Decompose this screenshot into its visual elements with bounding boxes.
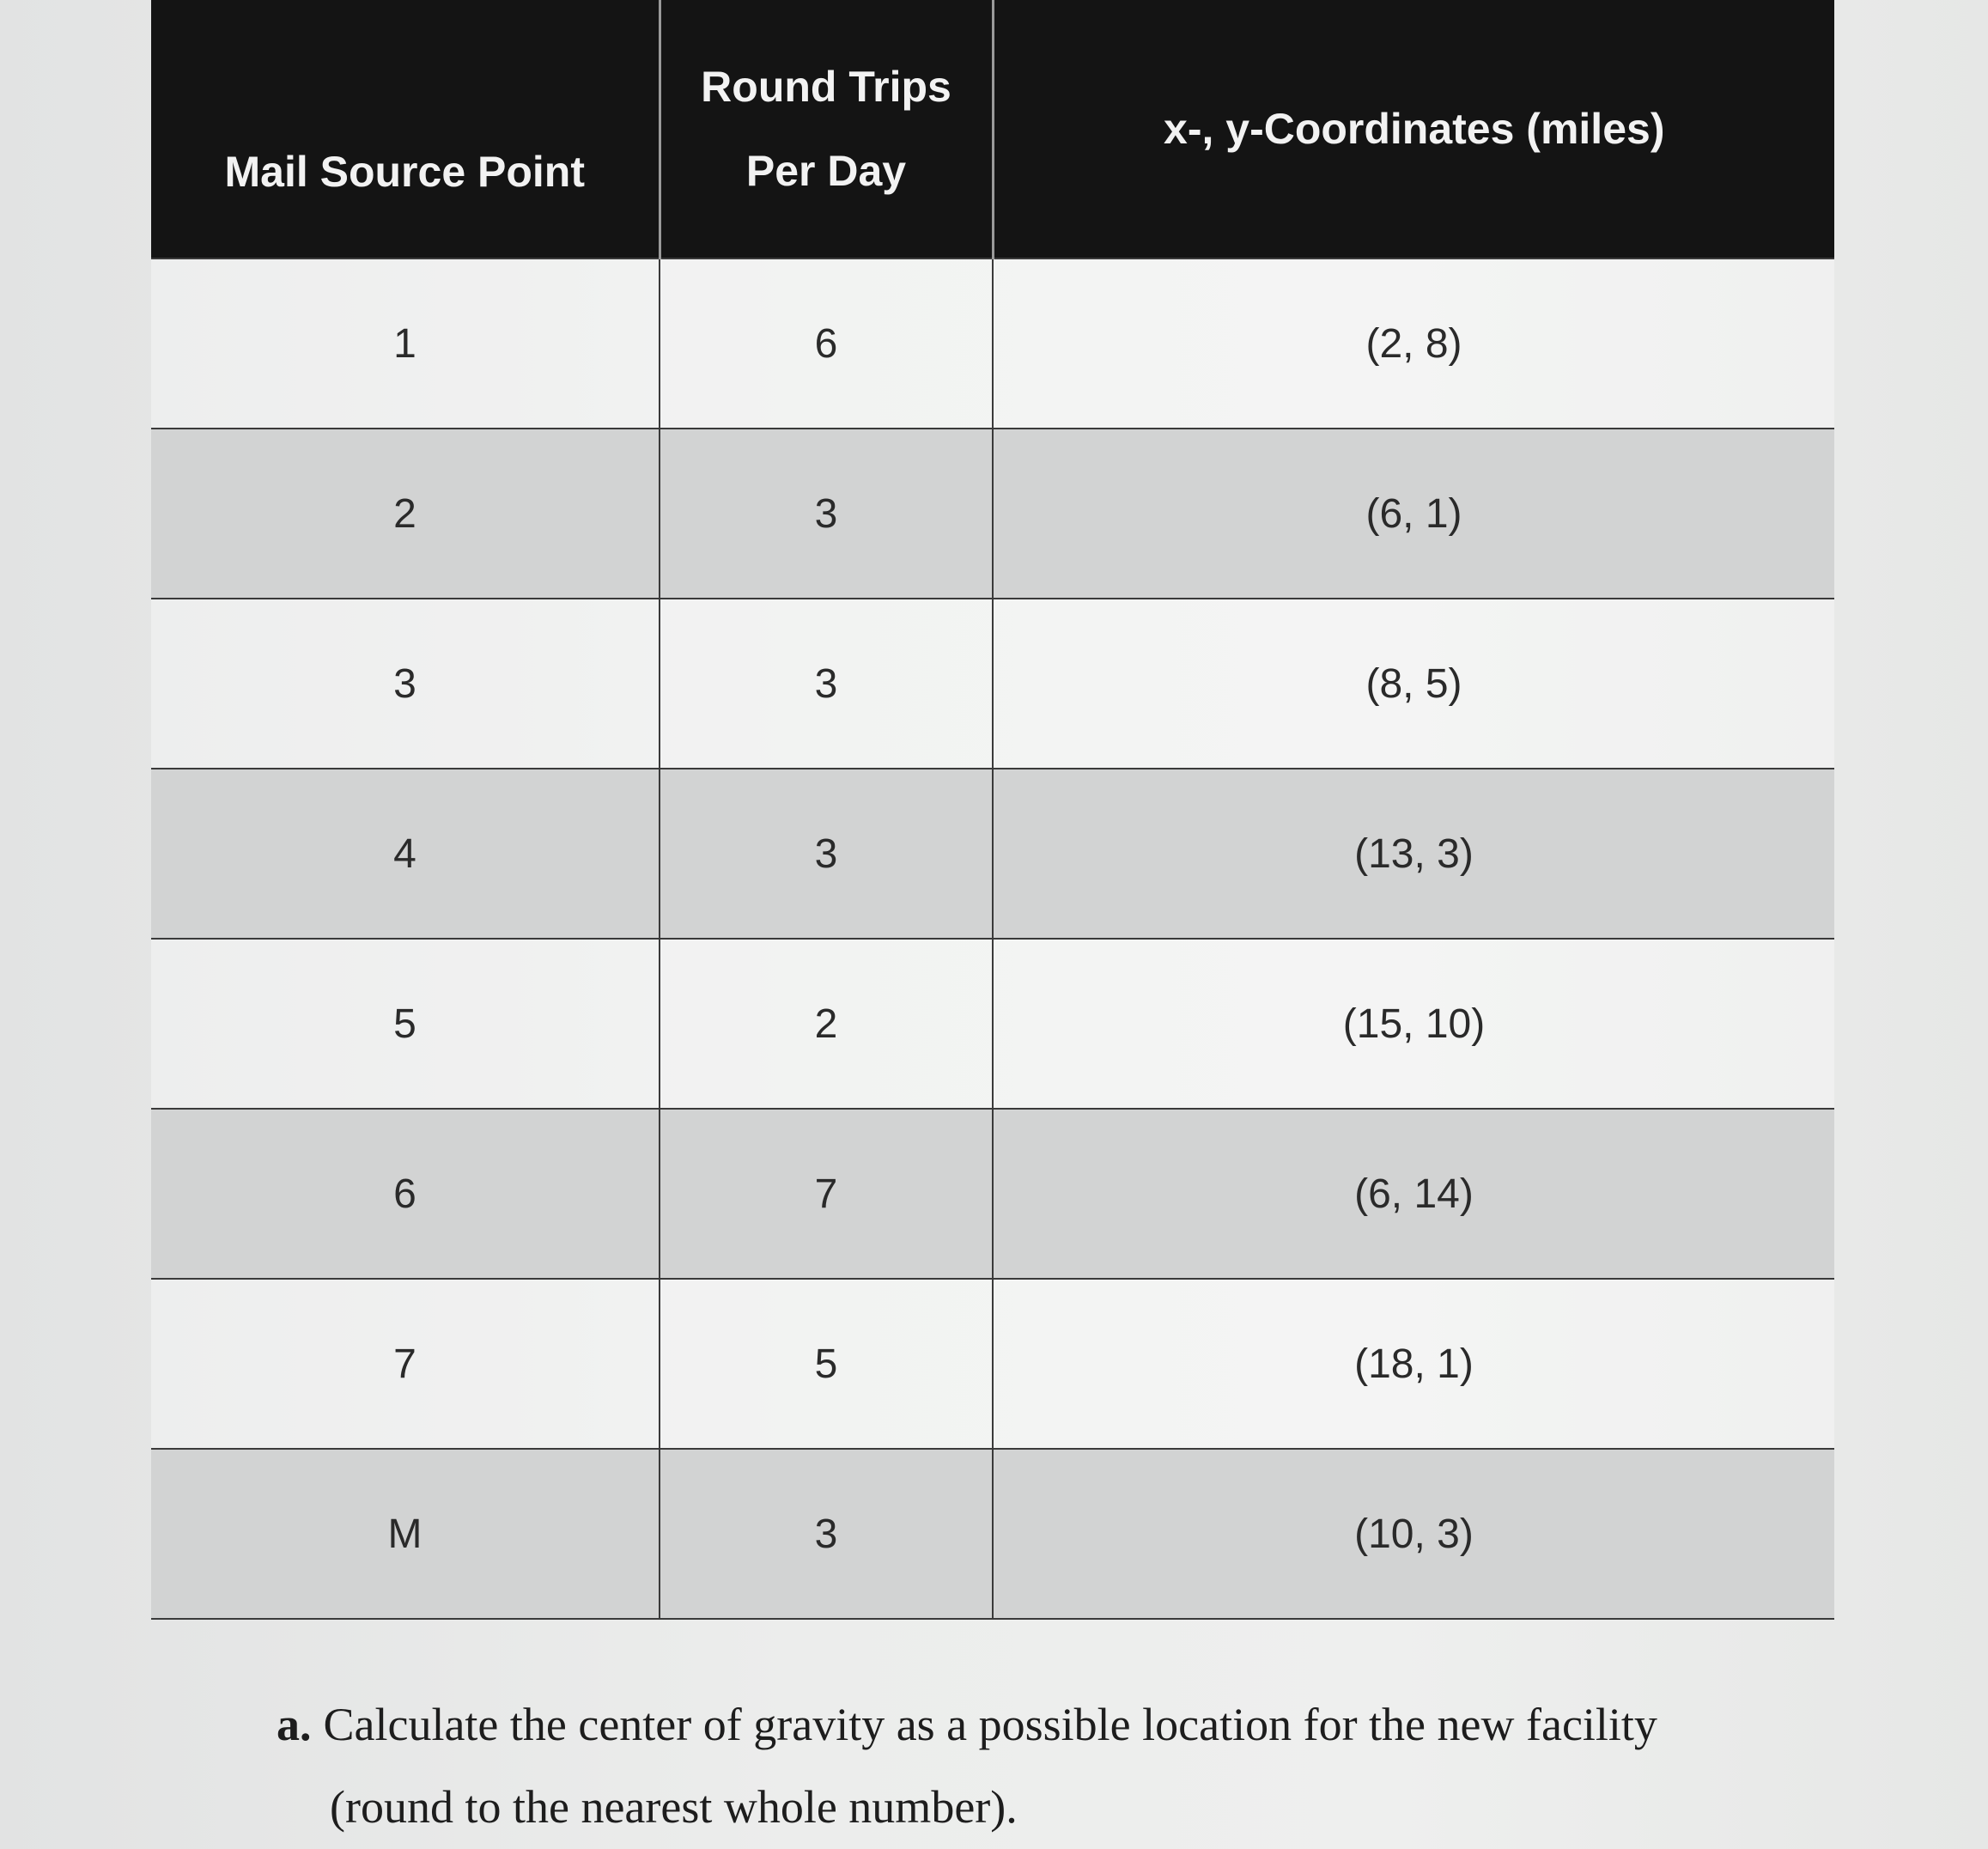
- cell-point: 5: [151, 939, 660, 1109]
- cell-trips: 3: [660, 429, 993, 599]
- cell-point: 7: [151, 1279, 660, 1449]
- question-letter: a.: [277, 1699, 312, 1750]
- cell-coords: (13, 3): [993, 769, 1834, 939]
- table-header-row: [151, 0, 1834, 258]
- cell-point: 4: [151, 769, 660, 939]
- cell-trips: 5: [660, 1279, 993, 1449]
- cell-trips: 7: [660, 1109, 993, 1279]
- header-mail-source-point: [151, 0, 660, 258]
- table-row: [151, 258, 1834, 429]
- mail-source-table: [151, 0, 1834, 1620]
- table-row: [151, 1109, 1834, 1279]
- cell-trips: 3: [660, 599, 993, 769]
- cell-coords: (10, 3): [993, 1449, 1834, 1619]
- cell-trips: 6: [660, 258, 993, 429]
- header-mail-source-point-label: Mail Source Point: [224, 148, 585, 196]
- cell-coords: (6, 1): [993, 429, 1834, 599]
- question-line1: Calculate the center of gravity as a possible location for the new facility: [323, 1699, 1657, 1750]
- question-line2: (round to the nearest whole number).: [330, 1781, 1018, 1833]
- cell-coords: (15, 10): [993, 939, 1834, 1109]
- table-row: [151, 429, 1834, 599]
- header-coordinates-label: x-, y-Coordinates (miles): [1164, 105, 1665, 153]
- cell-trips: 2: [660, 939, 993, 1109]
- table-row: [151, 769, 1834, 939]
- table-row: [151, 939, 1834, 1109]
- cell-point: 2: [151, 429, 660, 599]
- cell-coords: (8, 5): [993, 599, 1834, 769]
- cell-trips: 3: [660, 769, 993, 939]
- table-row: [151, 599, 1834, 769]
- cell-point: M: [151, 1449, 660, 1619]
- header-round-trips: [660, 0, 993, 258]
- cell-trips: 3: [660, 1449, 993, 1619]
- cell-point: 6: [151, 1109, 660, 1279]
- cell-coords: (2, 8): [993, 258, 1834, 429]
- header-round-trips-line2: Per Day: [745, 147, 907, 195]
- cell-coords: (6, 14): [993, 1109, 1834, 1279]
- cell-coords: (18, 1): [993, 1279, 1834, 1449]
- table-row: [151, 1449, 1834, 1619]
- header-round-trips-line1: Round Trips: [701, 63, 951, 111]
- table-row: [151, 1279, 1834, 1449]
- question-text: [277, 1683, 1865, 1848]
- cell-point: 1: [151, 258, 660, 429]
- cell-point: 3: [151, 599, 660, 769]
- header-coordinates: [993, 0, 1834, 258]
